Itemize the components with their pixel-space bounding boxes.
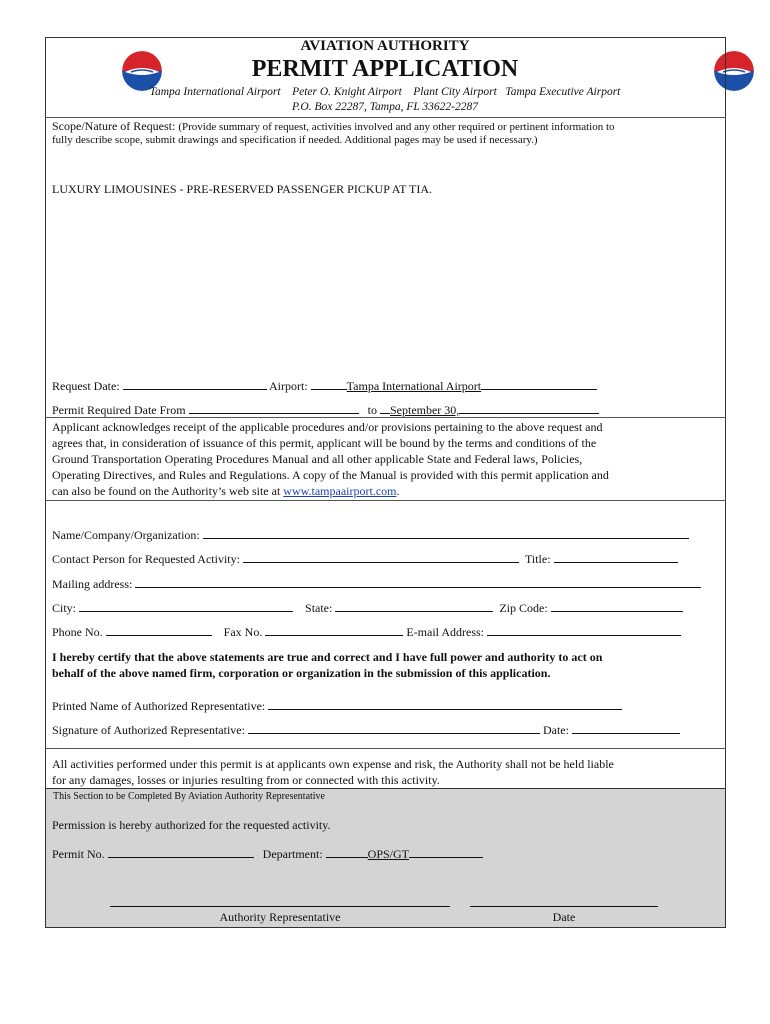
certification — [52, 649, 602, 681]
airport-underline-end — [481, 378, 597, 390]
signature-date-label: Date: — [542, 723, 569, 737]
permit-dates-line — [52, 402, 599, 418]
airports-list: Tampa International Airport Peter O. Knight Airport Plant City Airport Tampa Executive Airport — [149, 86, 621, 98]
ack-line: Operating Directives, and Rules and Regulations. A copy of the Manual is provided with this permit application and — [52, 468, 609, 482]
authority-date-caption: Date — [552, 910, 576, 924]
phone-field[interactable] — [106, 624, 212, 636]
zip-field[interactable] — [551, 600, 683, 612]
to-underline-end — [459, 402, 599, 414]
certification-line: behalf of the above named firm, corporation or organization in the submission of this application. — [52, 666, 551, 680]
contact-line — [52, 551, 678, 567]
website-link[interactable]: www.tampaairport.com — [283, 484, 397, 498]
mailing-label: Mailing address: — [52, 577, 133, 591]
permit-no-line — [52, 846, 483, 862]
mailing-line — [52, 576, 701, 592]
contact-label: Contact Person for Requested Activity: — [52, 552, 240, 566]
ack-line5-text: can also be found on the Authority’s web site at — [52, 484, 284, 498]
city-line — [52, 600, 683, 616]
airport-label: Airport: — [269, 379, 308, 393]
acknowledgement — [52, 419, 722, 499]
email-label: E-mail Address: — [406, 625, 484, 639]
permit-no-label: Permit No. — [52, 847, 105, 861]
org-name: AVIATION AUTHORITY — [300, 38, 470, 54]
divider — [45, 117, 726, 118]
airport-value[interactable]: Tampa International Airport — [346, 379, 482, 393]
department-value[interactable]: OPS/GT — [367, 847, 409, 861]
ack-line: Applicant acknowledges receipt of the applicable procedures and/or provisions pertaining to the above request and — [52, 420, 603, 434]
printed-name-line — [52, 698, 622, 714]
permit-from-label: Permit Required Date From — [52, 403, 186, 417]
permission-text: Permission is hereby authorized for the requested activity. — [52, 818, 331, 832]
mailing-address: P.O. Box 22287, Tampa, FL 33622-2287 — [291, 101, 479, 113]
scope-label-line — [52, 119, 615, 134]
signature-field[interactable] — [248, 722, 540, 734]
scope-instructions-2: fully describe scope, submit drawings and specification if needed. Additional pages may be used if necessary.) — [52, 134, 538, 146]
title-field[interactable] — [554, 551, 678, 563]
liability-line: All activities performed under this permit is at applicants own expense and risk, the Authority shall not be held liable — [52, 757, 614, 771]
airport-underline — [311, 378, 347, 390]
permit-from-field[interactable] — [189, 402, 359, 414]
request-date-field[interactable] — [123, 378, 267, 390]
permit-no-field[interactable] — [108, 846, 254, 858]
department-underline — [326, 846, 368, 858]
city-label: City: — [52, 601, 77, 615]
signature-line — [52, 722, 680, 738]
printed-name-field[interactable] — [268, 698, 622, 710]
divider — [45, 748, 726, 749]
divider — [45, 500, 726, 501]
signature-label: Signature of Authorized Representative: — [52, 723, 245, 737]
liability-notice — [52, 756, 614, 788]
permit-to-value[interactable]: September 30, — [389, 403, 460, 417]
department-underline-end — [409, 846, 483, 858]
liability-line: for any damages, losses or injuries resulting from or connected with this activity. — [52, 773, 440, 787]
email-field[interactable] — [487, 624, 681, 636]
authority-signature-line[interactable] — [110, 906, 450, 907]
page-title: PERMIT APPLICATION — [251, 56, 519, 82]
state-label: State: — [305, 601, 333, 615]
signature-date-field[interactable] — [572, 722, 680, 734]
printed-name-label: Printed Name of Authorized Representative: — [52, 699, 266, 713]
authority-date-line[interactable] — [470, 906, 658, 907]
contact-field[interactable] — [243, 551, 519, 563]
request-date-line — [52, 378, 597, 394]
permit-to-label: to — [367, 403, 377, 417]
ack-line: Ground Transportation Operating Procedures Manual and all other applicable State and Federal laws, Policies, — [52, 452, 583, 466]
authority-rep-caption: Authority Representative — [219, 910, 341, 924]
fax-field[interactable] — [265, 624, 403, 636]
phone-label: Phone No. — [52, 625, 103, 639]
scope-label: Scope/Nature of Request: — [52, 119, 176, 133]
name-field[interactable] — [203, 527, 689, 539]
ack-line — [52, 483, 722, 499]
department-label: Department: — [262, 847, 323, 861]
city-field[interactable] — [79, 600, 293, 612]
state-field[interactable] — [335, 600, 493, 612]
zip-label: Zip Code: — [499, 601, 548, 615]
scope-value[interactable]: LUXURY LIMOUSINES - PRE-RESERVED PASSENGER PICKUP AT TIA. — [52, 182, 432, 196]
certification-line: I hereby certify that the above statements are true and correct and I have full power and authority to act on — [52, 650, 603, 664]
name-label: Name/Company/Organization: — [52, 528, 200, 542]
name-line — [52, 527, 689, 543]
ack-line: agrees that, in consideration of issuance of this permit, applicant will be bound by the terms and conditions of the — [52, 436, 597, 450]
to-underline — [380, 402, 390, 414]
mailing-field[interactable] — [135, 576, 701, 588]
scope-instructions: (Provide summary of request, activities involved and any other required or pertinent information to — [178, 121, 615, 133]
phone-line — [52, 624, 681, 640]
authority-heading: This Section to be Completed By Aviation Authority Representative — [53, 791, 325, 802]
title-label: Title: — [524, 552, 551, 566]
ack-period: . — [396, 484, 400, 498]
fax-label: Fax No. — [223, 625, 263, 639]
request-date-label: Request Date: — [52, 379, 120, 393]
